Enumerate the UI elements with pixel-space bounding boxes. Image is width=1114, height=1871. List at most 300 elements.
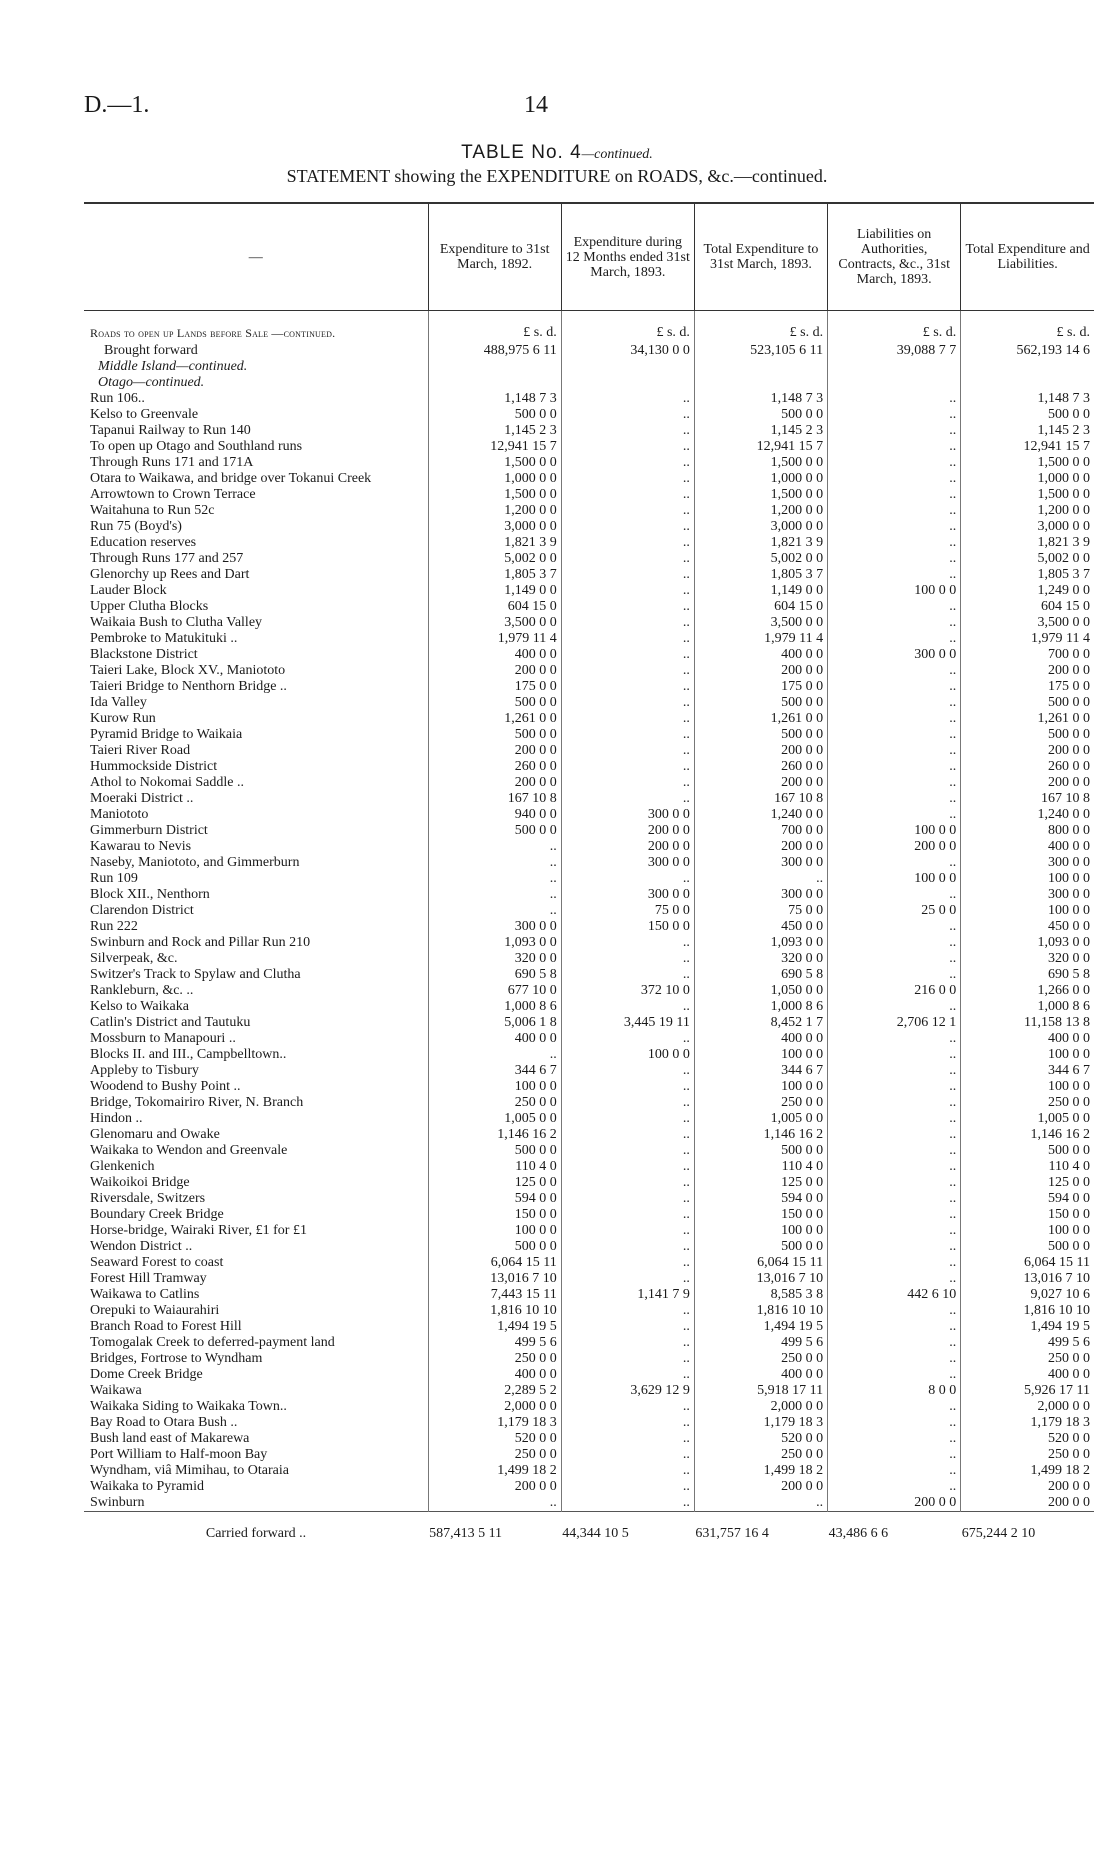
row-value-c1: 1,805 3 7 — [428, 567, 561, 583]
row-value-c4: .. — [828, 615, 961, 631]
row-description: Glenorchy up Rees and Dart — [90, 567, 250, 582]
row-value-c5: 500 0 0 — [961, 727, 1094, 743]
row-value-c3: 1,179 18 3 — [694, 1415, 827, 1431]
row-value-c4: .. — [828, 663, 961, 679]
row-value-c4: .. — [828, 631, 961, 647]
table-row — [84, 407, 1094, 423]
row-value-c1: 604 15 0 — [428, 599, 561, 615]
row-value-c4 — [828, 375, 961, 391]
row-value-c2: .. — [561, 1175, 694, 1191]
row-description: Riversdale, Switzers — [90, 1191, 206, 1206]
table-title — [0, 142, 1114, 164]
table-row — [84, 487, 1094, 503]
row-value-c4: .. — [828, 1399, 961, 1415]
carried-forward-c5: 675,244 2 10 — [961, 1512, 1094, 1544]
row-description: To open up Otago and Southland runs — [90, 439, 303, 454]
row-value-c4: .. — [828, 967, 961, 983]
row-value-c4: .. — [828, 807, 961, 823]
table-row — [84, 1191, 1094, 1207]
row-value-c3: 150 0 0 — [694, 1207, 827, 1223]
row-description: Run 109 — [90, 871, 138, 886]
row-value-c2: .. — [561, 615, 694, 631]
row-description: Forest Hill Tramway — [90, 1271, 207, 1286]
row-value-c1 — [428, 375, 561, 391]
row-value-c5: 3,000 0 0 — [961, 519, 1094, 535]
row-value-c4: .. — [828, 775, 961, 791]
table-row — [84, 375, 1094, 391]
row-value-c3: 6,064 15 11 — [694, 1255, 827, 1271]
row-value-c3: 1,000 0 0 — [694, 471, 827, 487]
table-row — [84, 775, 1094, 791]
row-value-c4: .. — [828, 1047, 961, 1063]
table-row — [84, 439, 1094, 455]
page-number: 14 — [524, 92, 548, 118]
table-row — [84, 663, 1094, 679]
row-value-c1: 12,941 15 7 — [428, 439, 561, 455]
table-row — [84, 1271, 1094, 1287]
row-value-c5: 500 0 0 — [961, 407, 1094, 423]
row-value-c1: 3,500 0 0 — [428, 615, 561, 631]
row-value-c5: 110 4 0 — [961, 1159, 1094, 1175]
row-description: Waikaka to Wendon and Greenvale — [90, 1143, 288, 1158]
table-body — [84, 311, 1094, 1512]
row-description: Ida Valley — [90, 695, 147, 710]
row-value-c1: .. — [428, 871, 561, 887]
row-value-c5: 6,064 15 11 — [961, 1255, 1094, 1271]
row-value-c5: 499 5 6 — [961, 1335, 1094, 1351]
row-value-c3: 1,148 7 3 — [694, 391, 827, 407]
row-value-c5: 260 0 0 — [961, 759, 1094, 775]
row-value-c4: .. — [828, 743, 961, 759]
table-row — [84, 839, 1094, 855]
row-value-c3: 1,805 3 7 — [694, 567, 827, 583]
row-description: Run 75 (Boyd's) — [90, 519, 182, 534]
unit-label: £ s. d. — [694, 311, 827, 344]
row-value-c3: 200 0 0 — [694, 663, 827, 679]
row-value-c3: 200 0 0 — [694, 775, 827, 791]
table-row — [84, 679, 1094, 695]
row-value-c1: 100 0 0 — [428, 1079, 561, 1095]
row-value-c4: .. — [828, 887, 961, 903]
row-value-c4: .. — [828, 855, 961, 871]
row-value-c2: 372 10 0 — [561, 983, 694, 999]
table-row — [84, 1159, 1094, 1175]
row-value-c3: 300 0 0 — [694, 855, 827, 871]
row-value-c4: .. — [828, 1479, 961, 1495]
row-description: Education reserves — [90, 535, 197, 550]
row-description: Maniototo — [90, 807, 149, 822]
row-value-c1: 400 0 0 — [428, 1367, 561, 1383]
row-value-c2: .. — [561, 1415, 694, 1431]
table-row — [84, 807, 1094, 823]
row-value-c1: 1,005 0 0 — [428, 1111, 561, 1127]
row-value-c2: .. — [561, 551, 694, 567]
row-value-c4: .. — [828, 1351, 961, 1367]
row-value-c2: .. — [561, 391, 694, 407]
row-description: Silverpeak, &c. — [90, 951, 178, 966]
table-row — [84, 1431, 1094, 1447]
row-value-c2: .. — [561, 1271, 694, 1287]
row-value-c1: 594 0 0 — [428, 1191, 561, 1207]
row-value-c2: .. — [561, 519, 694, 535]
row-value-c2: .. — [561, 1143, 694, 1159]
row-value-c4: .. — [828, 471, 961, 487]
row-value-c3: 175 0 0 — [694, 679, 827, 695]
table-row — [84, 535, 1094, 551]
row-description: Run 106.. — [90, 391, 145, 406]
row-value-c3: 1,005 0 0 — [694, 1111, 827, 1127]
row-value-c5: 1,494 19 5 — [961, 1319, 1094, 1335]
row-value-c5: 167 10 8 — [961, 791, 1094, 807]
row-value-c4: .. — [828, 1319, 961, 1335]
table-row — [84, 1031, 1094, 1047]
row-value-c5: 200 0 0 — [961, 1495, 1094, 1512]
row-value-c2: 100 0 0 — [561, 1047, 694, 1063]
row-value-c5: 1,200 0 0 — [961, 503, 1094, 519]
row-value-c3: 500 0 0 — [694, 407, 827, 423]
row-value-c3: 690 5 8 — [694, 967, 827, 983]
row-value-c3: 3,000 0 0 — [694, 519, 827, 535]
row-value-c2: .. — [561, 1031, 694, 1047]
row-value-c5: 400 0 0 — [961, 1367, 1094, 1383]
row-value-c4: .. — [828, 439, 961, 455]
row-value-c5: 690 5 8 — [961, 967, 1094, 983]
row-value-c5: 200 0 0 — [961, 775, 1094, 791]
row-value-c5: 2,000 0 0 — [961, 1399, 1094, 1415]
row-value-c4: .. — [828, 791, 961, 807]
row-value-c1: 1,500 0 0 — [428, 455, 561, 471]
row-value-c2: .. — [561, 1351, 694, 1367]
row-value-c2: .. — [561, 775, 694, 791]
row-value-c1: 200 0 0 — [428, 1479, 561, 1495]
row-value-c4: .. — [828, 455, 961, 471]
row-value-c1: .. — [428, 855, 561, 871]
row-value-c1: 500 0 0 — [428, 823, 561, 839]
column-header-liabilities: Liabilities on Authorities, Contracts, &c., 31st March, 1893. — [828, 203, 961, 311]
row-value-c4: .. — [828, 711, 961, 727]
column-header-expenditure-1892: Expenditure to 31st March, 1892. — [428, 203, 561, 311]
table-row — [84, 1319, 1094, 1335]
row-value-c3: 1,200 0 0 — [694, 503, 827, 519]
row-value-c2: .. — [561, 1303, 694, 1319]
row-value-c5: 150 0 0 — [961, 1207, 1094, 1223]
row-value-c4: 216 0 0 — [828, 983, 961, 999]
row-value-c2: .. — [561, 407, 694, 423]
row-value-c3: 300 0 0 — [694, 887, 827, 903]
row-value-c4: .. — [828, 935, 961, 951]
row-value-c3 — [694, 375, 827, 391]
row-value-c1: 250 0 0 — [428, 1351, 561, 1367]
row-value-c4: .. — [828, 535, 961, 551]
row-value-c4: 100 0 0 — [828, 823, 961, 839]
page-header — [84, 92, 1024, 122]
row-value-c5: 1,145 2 3 — [961, 423, 1094, 439]
row-value-c2: .. — [561, 567, 694, 583]
row-value-c2: .. — [561, 951, 694, 967]
row-value-c5: 500 0 0 — [961, 1143, 1094, 1159]
row-value-c1: 250 0 0 — [428, 1447, 561, 1463]
row-description: Bridge, Tokomairiro River, N. Branch — [90, 1095, 304, 1110]
row-value-c2: .. — [561, 599, 694, 615]
table-row — [84, 1063, 1094, 1079]
row-description: Bush land east of Makarewa — [90, 1431, 250, 1446]
row-value-c1: 110 4 0 — [428, 1159, 561, 1175]
table-row — [84, 1111, 1094, 1127]
row-value-c2: 200 0 0 — [561, 839, 694, 855]
row-value-c3: 100 0 0 — [694, 1047, 827, 1063]
table-row — [84, 1255, 1094, 1271]
table-row — [84, 423, 1094, 439]
row-value-c1: .. — [428, 903, 561, 919]
row-value-c2: .. — [561, 1335, 694, 1351]
row-value-c4: .. — [828, 1175, 961, 1191]
row-value-c1: 1,821 3 9 — [428, 535, 561, 551]
row-value-c2: .. — [561, 1223, 694, 1239]
row-value-c5: 200 0 0 — [961, 1479, 1094, 1495]
table-row — [84, 1383, 1094, 1399]
row-description: Glenkenich — [90, 1159, 155, 1174]
row-value-c2: .. — [561, 871, 694, 887]
row-value-c3: 1,000 8 6 — [694, 999, 827, 1015]
row-value-c4: 200 0 0 — [828, 1495, 961, 1512]
row-value-c2: 75 0 0 — [561, 903, 694, 919]
row-value-c2: 34,130 0 0 — [561, 343, 694, 359]
row-value-c1: 344 6 7 — [428, 1063, 561, 1079]
row-value-c4: .. — [828, 1367, 961, 1383]
row-description: Clarendon District — [90, 903, 194, 918]
row-value-c5: 100 0 0 — [961, 871, 1094, 887]
row-value-c1: 677 10 0 — [428, 983, 561, 999]
table-row — [84, 1239, 1094, 1255]
row-description: Waikaia Bush to Clutha Valley — [90, 615, 263, 630]
row-value-c2: .. — [561, 1447, 694, 1463]
row-value-c2: 3,629 12 9 — [561, 1383, 694, 1399]
row-value-c3: 12,941 15 7 — [694, 439, 827, 455]
table-row — [84, 967, 1094, 983]
row-value-c3: 1,979 11 4 — [694, 631, 827, 647]
row-description: Appleby to Tisbury — [90, 1063, 199, 1078]
row-description: Taieri Bridge to Nenthorn Bridge .. — [90, 679, 287, 694]
row-value-c2 — [561, 375, 694, 391]
row-value-c1: 400 0 0 — [428, 1031, 561, 1047]
row-value-c3: .. — [694, 871, 827, 887]
row-value-c1: 1,179 18 3 — [428, 1415, 561, 1431]
row-description: Bridges, Fortrose to Wyndham — [90, 1351, 263, 1366]
row-value-c1: 250 0 0 — [428, 1095, 561, 1111]
row-value-c1: 300 0 0 — [428, 919, 561, 935]
table-row — [84, 1463, 1094, 1479]
row-description: Waikaka Siding to Waikaka Town.. — [90, 1399, 287, 1414]
row-value-c5: 100 0 0 — [961, 1223, 1094, 1239]
row-value-c2: .. — [561, 439, 694, 455]
row-value-c1: 499 5 6 — [428, 1335, 561, 1351]
table-row — [84, 887, 1094, 903]
row-description: Waikaka to Pyramid — [90, 1479, 204, 1494]
row-value-c2: 3,445 19 11 — [561, 1015, 694, 1031]
row-value-c3: 500 0 0 — [694, 1143, 827, 1159]
row-value-c5: 1,816 10 10 — [961, 1303, 1094, 1319]
row-value-c1: 1,200 0 0 — [428, 503, 561, 519]
row-description: Seaward Forest to coast — [90, 1255, 224, 1270]
row-value-c3: 75 0 0 — [694, 903, 827, 919]
row-description: Otago—continued. — [98, 375, 205, 390]
row-value-c2: .. — [561, 1207, 694, 1223]
table-row — [84, 1143, 1094, 1159]
row-value-c3: 344 6 7 — [694, 1063, 827, 1079]
row-value-c1: 1,816 10 10 — [428, 1303, 561, 1319]
row-value-c5: 200 0 0 — [961, 663, 1094, 679]
row-value-c5: 3,500 0 0 — [961, 615, 1094, 631]
table-row — [84, 727, 1094, 743]
table-row — [84, 855, 1094, 871]
table-row — [84, 903, 1094, 919]
row-value-c1: 200 0 0 — [428, 775, 561, 791]
row-value-c3: 400 0 0 — [694, 647, 827, 663]
row-value-c1: 1,000 0 0 — [428, 471, 561, 487]
row-value-c4 — [828, 359, 961, 375]
row-value-c4: .. — [828, 519, 961, 535]
row-value-c2: 300 0 0 — [561, 855, 694, 871]
row-value-c5: 1,266 0 0 — [961, 983, 1094, 999]
row-value-c1: 1,979 11 4 — [428, 631, 561, 647]
row-description: Kelso to Greenvale — [90, 407, 199, 422]
row-value-c3: 1,145 2 3 — [694, 423, 827, 439]
row-value-c2: .. — [561, 1191, 694, 1207]
row-value-c4: .. — [828, 551, 961, 567]
row-value-c1: 2,000 0 0 — [428, 1399, 561, 1415]
row-value-c5: 250 0 0 — [961, 1447, 1094, 1463]
row-value-c4: .. — [828, 423, 961, 439]
row-value-c4: 2,706 12 1 — [828, 1015, 961, 1031]
table-row — [84, 1079, 1094, 1095]
row-value-c4: 300 0 0 — [828, 647, 961, 663]
row-value-c3: 13,016 7 10 — [694, 1271, 827, 1287]
row-value-c3: 1,240 0 0 — [694, 807, 827, 823]
row-value-c2: .. — [561, 455, 694, 471]
row-description: Through Runs 177 and 257 — [90, 551, 244, 566]
row-value-c1: 260 0 0 — [428, 759, 561, 775]
row-value-c5: 1,805 3 7 — [961, 567, 1094, 583]
row-value-c1: 320 0 0 — [428, 951, 561, 967]
row-description: Wyndham, viâ Mimihau, to Otaraia — [90, 1463, 289, 1478]
row-value-c5: 12,941 15 7 — [961, 439, 1094, 455]
row-value-c4: .. — [828, 1191, 961, 1207]
row-value-c3: 3,500 0 0 — [694, 615, 827, 631]
row-value-c2 — [561, 359, 694, 375]
row-value-c4: .. — [828, 567, 961, 583]
table-row — [84, 1047, 1094, 1063]
row-value-c5: 450 0 0 — [961, 919, 1094, 935]
row-value-c3: .. — [694, 1495, 827, 1512]
row-value-c1: 3,000 0 0 — [428, 519, 561, 535]
row-value-c1: .. — [428, 887, 561, 903]
table-row — [84, 631, 1094, 647]
row-value-c3: 250 0 0 — [694, 1447, 827, 1463]
row-value-c3: 1,149 0 0 — [694, 583, 827, 599]
row-value-c1: 500 0 0 — [428, 727, 561, 743]
row-value-c1: 500 0 0 — [428, 1239, 561, 1255]
row-description: Woodend to Bushy Point .. — [90, 1079, 241, 1094]
table-row — [84, 455, 1094, 471]
table-row — [84, 583, 1094, 599]
row-description: Brought forward — [104, 343, 198, 358]
row-description: Rankleburn, &c. .. — [90, 983, 194, 998]
row-description: Mossburn to Manapouri .. — [90, 1031, 236, 1046]
row-value-c3: 320 0 0 — [694, 951, 827, 967]
unit-label: £ s. d. — [428, 311, 561, 344]
row-value-c2: 150 0 0 — [561, 919, 694, 935]
row-value-c5: 250 0 0 — [961, 1351, 1094, 1367]
row-value-c2: 300 0 0 — [561, 807, 694, 823]
document-reference: D.—1. — [84, 92, 150, 118]
row-description: Kelso to Waikaka — [90, 999, 189, 1014]
row-value-c1: 175 0 0 — [428, 679, 561, 695]
table-row — [84, 343, 1094, 359]
row-description: Swinburn and Rock and Pillar Run 210 — [90, 935, 311, 950]
row-value-c4: .. — [828, 679, 961, 695]
row-value-c3: 1,261 0 0 — [694, 711, 827, 727]
table-row — [84, 1015, 1094, 1031]
row-value-c3: 520 0 0 — [694, 1431, 827, 1447]
row-value-c3: 8,585 3 8 — [694, 1287, 827, 1303]
table-row — [84, 1095, 1094, 1111]
row-value-c5: 1,249 0 0 — [961, 583, 1094, 599]
row-value-c4: .. — [828, 487, 961, 503]
row-value-c2: .. — [561, 1431, 694, 1447]
units-row — [84, 311, 1094, 344]
row-value-c2: .. — [561, 999, 694, 1015]
row-value-c2: .. — [561, 695, 694, 711]
row-value-c5: 700 0 0 — [961, 647, 1094, 663]
row-value-c5: 1,005 0 0 — [961, 1111, 1094, 1127]
row-value-c5 — [961, 375, 1094, 391]
row-description: Orepuki to Waiaurahiri — [90, 1303, 220, 1318]
row-value-c2: .. — [561, 743, 694, 759]
row-value-c5: 1,500 0 0 — [961, 487, 1094, 503]
row-value-c5: 594 0 0 — [961, 1191, 1094, 1207]
row-value-c2: .. — [561, 1239, 694, 1255]
expenditure-table — [84, 202, 1094, 1543]
row-value-c2: 300 0 0 — [561, 887, 694, 903]
row-value-c2: .. — [561, 423, 694, 439]
row-value-c1: 1,499 18 2 — [428, 1463, 561, 1479]
row-value-c4: .. — [828, 727, 961, 743]
row-value-c5: 344 6 7 — [961, 1063, 1094, 1079]
row-value-c4: 442 6 10 — [828, 1287, 961, 1303]
row-value-c3: 1,050 0 0 — [694, 983, 827, 999]
row-value-c4: .. — [828, 1431, 961, 1447]
row-value-c3: 8,452 1 7 — [694, 1015, 827, 1031]
row-value-c2: .. — [561, 1255, 694, 1271]
row-value-c1: 125 0 0 — [428, 1175, 561, 1191]
row-value-c3 — [694, 359, 827, 375]
table-row — [84, 1127, 1094, 1143]
table-row — [84, 1447, 1094, 1463]
row-value-c5: 1,261 0 0 — [961, 711, 1094, 727]
row-value-c5: 320 0 0 — [961, 951, 1094, 967]
table-row — [84, 391, 1094, 407]
row-value-c1: 500 0 0 — [428, 1143, 561, 1159]
row-value-c1 — [428, 359, 561, 375]
row-description: Through Runs 171 and 171A — [90, 455, 254, 470]
row-value-c4: .. — [828, 919, 961, 935]
row-value-c1: .. — [428, 839, 561, 855]
row-value-c4: .. — [828, 1111, 961, 1127]
row-value-c4: .. — [828, 1223, 961, 1239]
row-description: Tomogalak Creek to deferred-payment land — [90, 1335, 335, 1350]
table-row — [84, 1479, 1094, 1495]
row-value-c3: 260 0 0 — [694, 759, 827, 775]
